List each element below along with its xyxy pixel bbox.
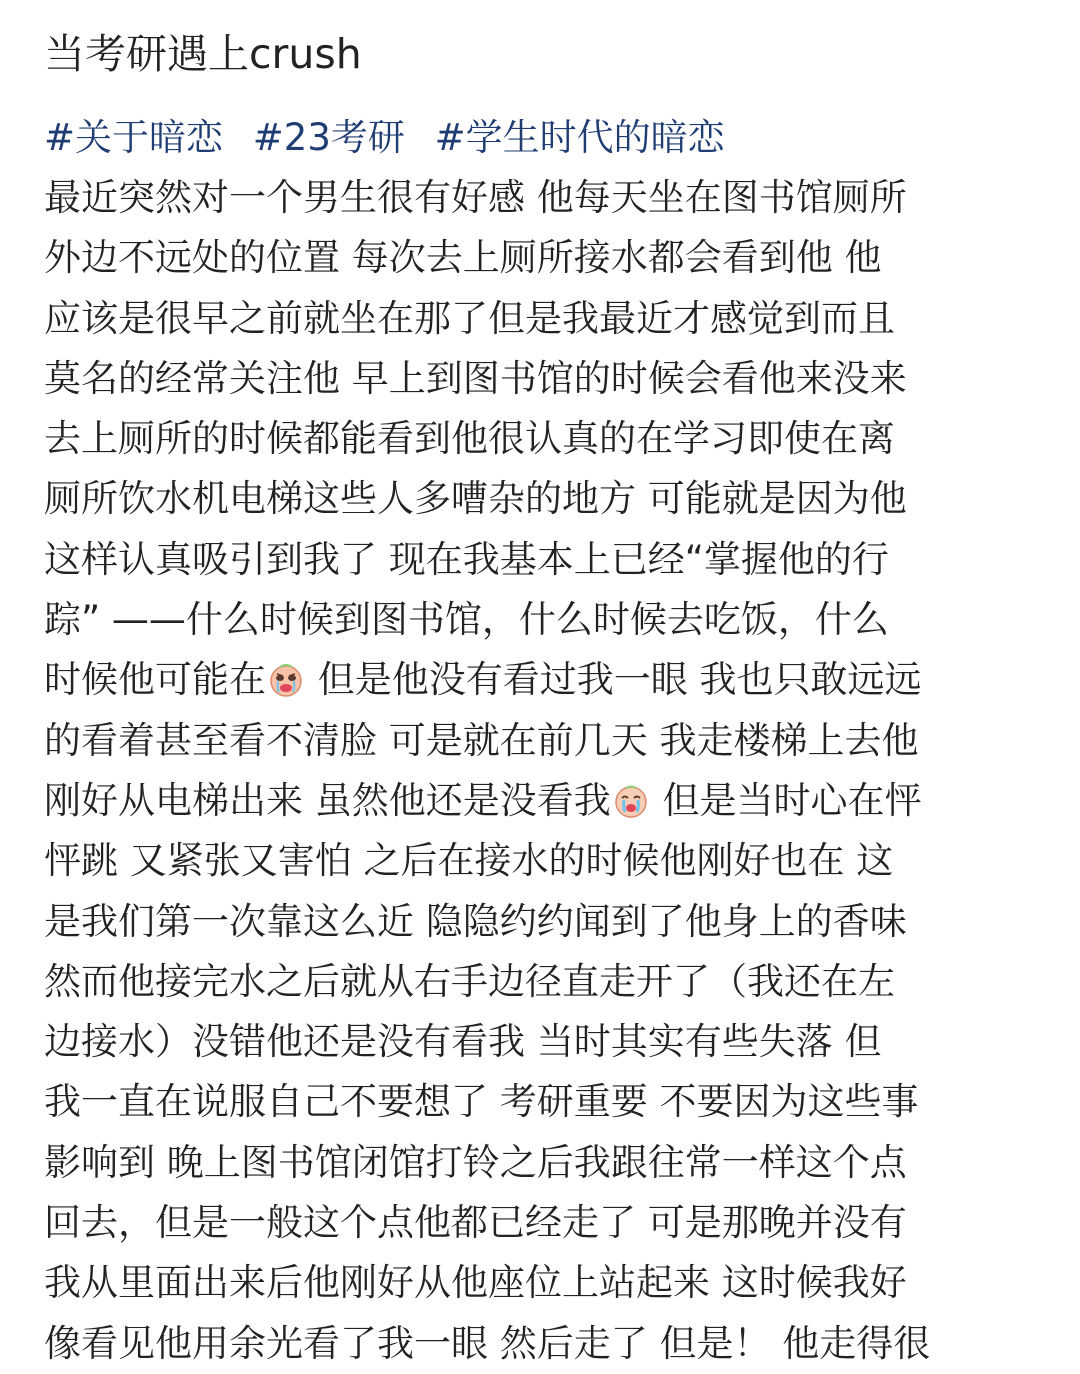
body-line-with-emoji (44, 771, 1054, 831)
body-line: 像看见他用余光看了我一眼 然后走了 但是！ 他走得很 (44, 1321, 931, 1365)
body-line: 厕所饮水机电梯这些人多嘈杂的地方 可能就是因为他 (44, 477, 907, 521)
body-line: 去上厕所的时候都能看到他很认真的在学习即使在离 (44, 417, 895, 461)
body-line: 边接水）没错他还是没有看我 当时其实有些失落 但 (44, 1020, 882, 1064)
body-line: 影响到 晚上图书馆闭馆打铃之后我跟往常一样这个点 (44, 1140, 907, 1184)
body-line: 这样认真吸引到我了 现在我基本上已经“掌握他的行 (44, 537, 889, 581)
tag-link-23-kaoyan[interactable]: #23考研 (252, 116, 405, 159)
post-title: 当考研遇上crush (44, 30, 362, 78)
body-line-segment: 刚好从电梯出来 虽然他还是没看我 (44, 778, 611, 822)
tag-list (44, 108, 743, 168)
tag-link-student-crush[interactable]: #学生时代的暗恋 (434, 116, 725, 159)
body-line: 然而他接完水之后就从右手边径直走开了（我还在左 (44, 959, 895, 1003)
tag-link-secret-crush[interactable]: #关于暗恋 (44, 116, 224, 159)
body-line-segment: 时候他可能在 (44, 658, 266, 702)
body-line: 的看着甚至看不清脸 可是就在前几天 我走楼梯上去他 (44, 718, 919, 762)
body-line: 是我们第一次靠这么近 隐隐约约闻到了他身上的香味 (44, 899, 907, 943)
body-line-segment: 但是当时心在怦 (650, 778, 922, 822)
post-body (44, 168, 1054, 1374)
body-line: 回去，但是一般这个点他都已经走了 可是那晚并没有 (44, 1201, 907, 1245)
sobbing-face-emoji-icon (613, 777, 649, 813)
crying-face-emoji-icon (268, 656, 304, 692)
body-line: 踪” ——什么时候到图书馆，什么时候去吃饭，什么 (44, 598, 889, 642)
body-line: 外边不远处的位置 每次去上厕所接水都会看到他 他 (44, 236, 882, 280)
body-line: 我一直在说服自己不要想了 考研重要 不要因为这些事 (44, 1080, 919, 1124)
body-line-segment: 但是他没有看过我一眼 我也只敢远远 (306, 658, 922, 702)
body-line: 最近突然对一个男生很有好感 他每天坐在图书馆厕所 (44, 176, 907, 219)
body-line: 我从里面出来后他刚好从他座位上站起来 这时候我好 (44, 1261, 907, 1305)
body-line: 应该是很早之前就坐在那了但是我最近才感觉到而且 (44, 296, 895, 340)
body-line: 怦跳 又紧张又害怕 之后在接水的时候他刚好也在 这 (44, 839, 894, 883)
body-line-with-emoji (44, 650, 1054, 710)
body-line: 莫名的经常关注他 早上到图书馆的时候会看他来没来 (44, 356, 907, 400)
